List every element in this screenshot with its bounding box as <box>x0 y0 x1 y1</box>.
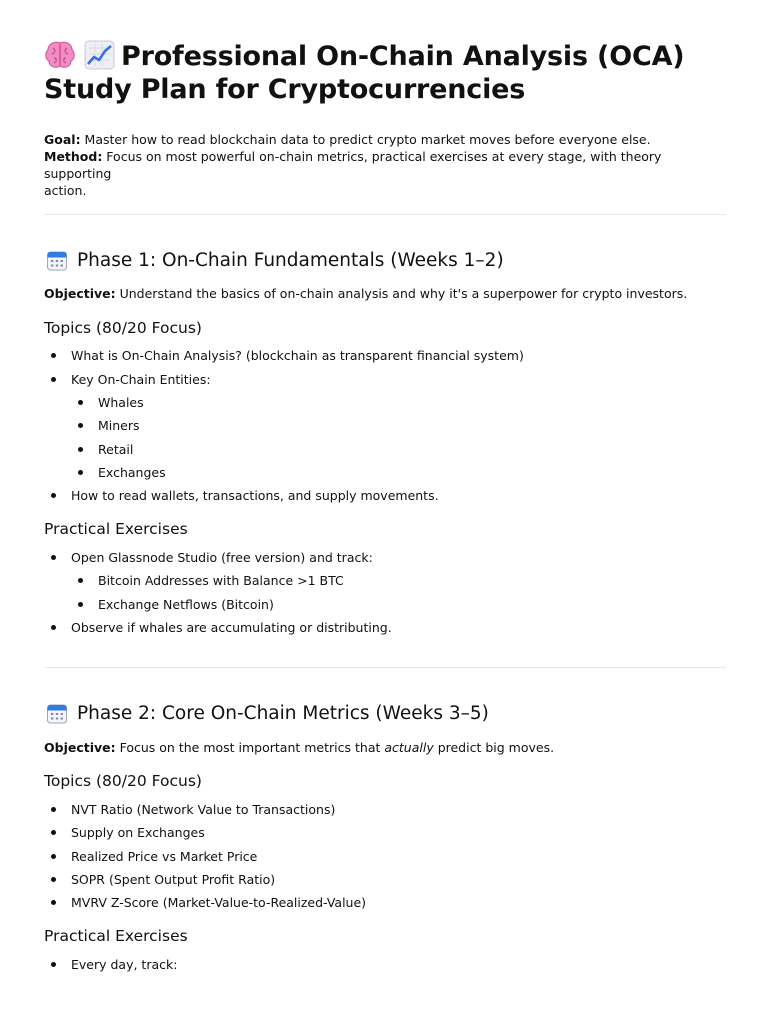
bullet <box>78 423 83 428</box>
list-item: NVT Ratio (Network Value to Transactions) <box>71 802 336 817</box>
method-text: Focus on most powerful on-chain metrics, practical exercises at every stage, with theory supporting <box>44 149 662 181</box>
phase-1-title: Phase 1: On-Chain Fundamentals (Weeks 1–2) <box>77 250 504 271</box>
bullet <box>51 377 56 382</box>
list-item: Realized Price vs Market Price <box>71 849 258 864</box>
bullet <box>51 962 56 967</box>
bullet <box>51 555 56 560</box>
goal-label: Goal: <box>44 132 81 147</box>
goal-text: Master how to read blockchain data to predict crypto market moves before everyone else. <box>80 132 651 147</box>
bullet <box>51 493 56 498</box>
objective-text-pre: Focus on the most important metrics that <box>115 740 385 755</box>
section-divider <box>44 667 726 668</box>
method-text-cont: action. <box>44 183 87 198</box>
list-item: Every day, track: <box>71 957 178 972</box>
phase-1-topics-heading: Topics (80/20 Focus) <box>44 319 202 337</box>
goal-line <box>44 131 724 148</box>
objective-text-post: predict big moves. <box>433 740 555 755</box>
objective-text: Understand the basics of on-chain analysis and why it's a superpower for crypto investors. <box>115 286 688 301</box>
bullet <box>51 877 56 882</box>
calendar-icon <box>46 703 68 725</box>
bullet <box>51 353 56 358</box>
list-item: Miners <box>98 418 140 433</box>
list-item: MVRV Z-Score (Market-Value-to-Realized-Value) <box>71 895 367 910</box>
list-item: Exchanges <box>98 465 166 480</box>
list-item: Observe if whales are accumulating or distributing. <box>71 620 392 635</box>
bullet <box>51 854 56 859</box>
phase-1-exercises-heading: Practical Exercises <box>44 520 188 538</box>
chart-increasing-icon <box>84 40 115 70</box>
phase-1-heading <box>46 249 504 273</box>
list-item: Bitcoin Addresses with Balance >1 BTC <box>98 573 344 588</box>
objective-label: Objective: <box>44 286 116 301</box>
bullet <box>78 578 83 583</box>
brain-icon <box>44 40 76 70</box>
calendar-icon <box>46 250 68 272</box>
list-item: Key On-Chain Entities: <box>71 372 211 387</box>
bullet <box>78 400 83 405</box>
list-item: What is On-Chain Analysis? (blockchain as transparent financial system) <box>71 348 524 363</box>
bullet <box>51 625 56 630</box>
list-item: How to read wallets, transactions, and supply movements. <box>71 488 439 503</box>
page-title <box>44 40 734 106</box>
phase-1-objective <box>44 285 687 302</box>
phase-2-title: Phase 2: Core On-Chain Metrics (Weeks 3–5) <box>77 703 489 724</box>
section-divider <box>44 214 726 215</box>
bullet <box>51 830 56 835</box>
objective-emphasis: actually <box>384 740 434 755</box>
bullet <box>78 602 83 607</box>
list-item: SOPR (Spent Output Profit Ratio) <box>71 872 276 887</box>
list-item: Open Glassnode Studio (free version) and track: <box>71 550 373 565</box>
method-label: Method: <box>44 149 103 164</box>
bullet <box>51 807 56 812</box>
bullet <box>78 447 83 452</box>
list-item: Exchange Netflows (Bitcoin) <box>98 597 274 612</box>
list-item: Retail <box>98 442 134 457</box>
phase-2-topics-heading: Topics (80/20 Focus) <box>44 772 202 790</box>
bullet <box>78 470 83 475</box>
objective-label: Objective: <box>44 740 116 755</box>
list-item: Supply on Exchanges <box>71 825 205 840</box>
title-line-1: Professional On-Chain Analysis (OCA) <box>121 41 685 72</box>
bullet <box>51 900 56 905</box>
list-item: Whales <box>98 395 144 410</box>
intro-block <box>44 131 724 199</box>
phase-2-heading <box>46 702 489 726</box>
title-emojis <box>44 40 115 70</box>
phase-2-exercises-heading: Practical Exercises <box>44 927 188 945</box>
method-line <box>44 148 724 199</box>
phase-2-objective <box>44 739 554 756</box>
title-line-2: Study Plan for Cryptocurrencies <box>44 74 526 105</box>
